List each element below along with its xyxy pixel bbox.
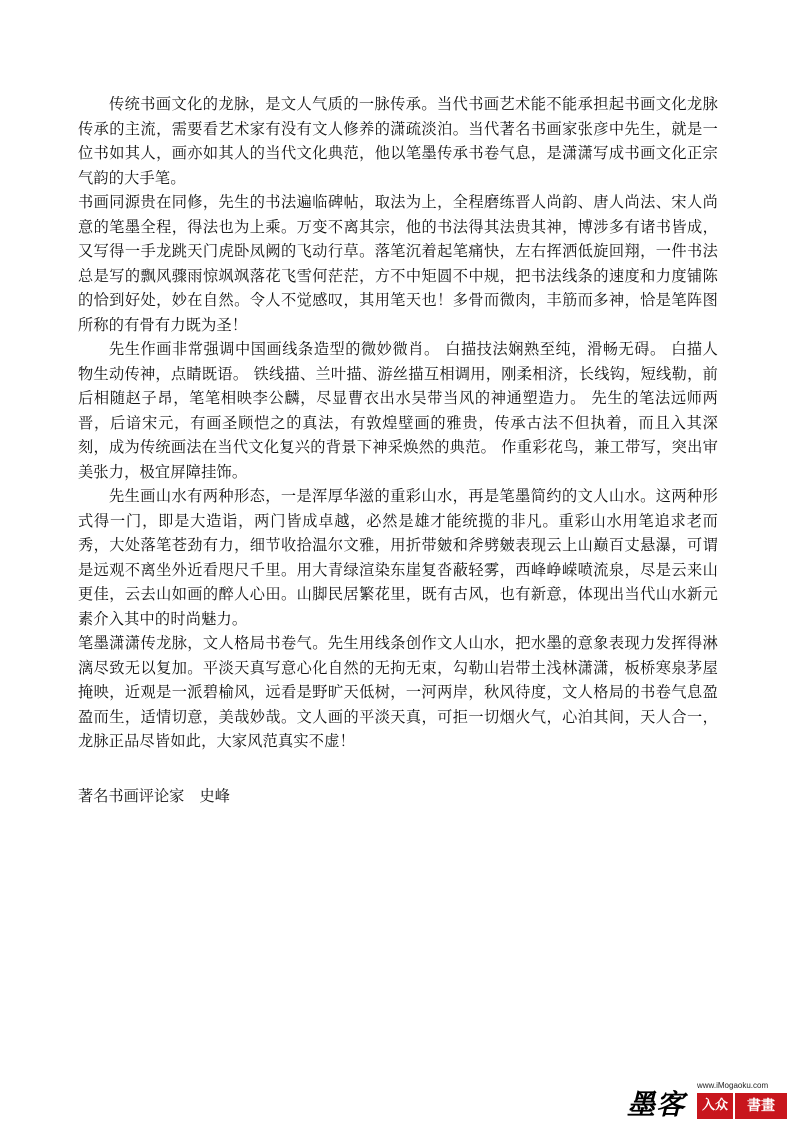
logo-badge-left: 入众: [697, 1093, 733, 1119]
article-body: [78, 92, 718, 808]
paragraph-figure-painting: 先生作画非常强调中国画线条造型的微妙微肖。 白描技法娴熟至纯，滑畅无碍。 白描人物生动传神，点睛既语。 铁线描、兰叶描、游丝描互相调用，刚柔相济，长线钩，短线勒，前后相随赵子昂，笔笔相映李公麟，尽显曹衣出水吴带当风的神通塑造力。 先生的笔法远师两晋，后谙宋元，有画圣顾恺之的真法，有敦煌壁画的雅贵，传承古法不但执着，而且入其深刻，成为传统画法在当代文化复兴的背景下神采焕然的典范。 作重彩花鸟，兼工带写，突出审美张力，极宜屏障挂饰。: [78, 340, 718, 481]
logo-badge-right: 書畫: [735, 1093, 787, 1119]
logo-calligraphy-mark: 墨客: [627, 1088, 686, 1121]
paragraph-intro: 传统书画文化的龙脉，是文人气质的一脉传承。当代书画艺术能不能承担起书画文化龙脉传承的主流，需要看艺术家有没有文人修养的潇疏淡泊。当代著名书画家张彦中先生，就是一位书如其人，画亦如其人的当代文化典范，他以笔墨传承书卷气息，是潇潇写成书画文化正宗气韵的大手笔。: [78, 95, 718, 187]
paragraph-calligraphy: 书画同源贵在同修，先生的书法遍临碑帖，取法为上，全程磨练晋人尚韵、唐人尚法、宋人尚意的笔墨全程，得法也为上乘。万变不离其宗，他的书法得其法贵其神，博涉多有诸书皆成，又写得一手龙跳天门虎卧凤阙的飞动行草。落笔沉着起笔痛快，左右挥洒低旋回翔，一件书法总是写的飘风骤雨惊飒飒落花飞雪何茫茫，方不中矩圆不中规，把书法线条的速度和力度铺陈的恰到好处，妙在自然。令人不觉感叹，其用笔天也！多骨而微肉，丰筋而多神，恰是笔阵图所称的有骨有力既为圣！: [78, 193, 718, 334]
paragraph-landscape: 先生画山水有两种形态，一是浑厚华滋的重彩山水，再是笔墨简约的文人山水。这两种形式得一门，即是大造诣，两门皆成卓越，必然是雄才能统揽的非凡。重彩山水用笔追求老而秀，大处落笔苍劲有力，细节收拾温尔文雅，用折带皴和斧劈皴表现云上山巅百丈悬瀑，可谓是远观不离坐外近看咫尺千里。用大青绿渲染东崖复沓蔽轻雾，西峰峥嵘喷流泉，尽是云来山更佳，云去山如画的醉人心田。山脚民居繁花里，既有古风，也有新意，体现出当代山水新元素介入其中的时尚魅力。: [78, 487, 718, 628]
paragraph-literati: 笔墨潇潇传龙脉，文人格局书卷气。先生用线条创作文人山水，把水墨的意象表现力发挥得淋漓尽致无以复加。平淡天真写意心化自然的无拘无束，勾勒山岩带土浅林潇潇，板桥寒泉茅屋掩映，近观是一派碧榆风，远看是野旷天低树，一河两岸，秋风待度，文人格局的书卷气息盈盈而生，适情切意，美哉妙哉。文人画的平淡天真，可拒一切烟火气，心泊其间，天人合一，龙脉正品尽皆如此，大家风范真实不虚！: [78, 634, 718, 750]
site-logo[interactable]: [627, 1081, 792, 1123]
logo-url: www.iMogaoku.com: [697, 1081, 769, 1090]
author-signature: 著名书画评论家 史峰: [78, 786, 230, 805]
